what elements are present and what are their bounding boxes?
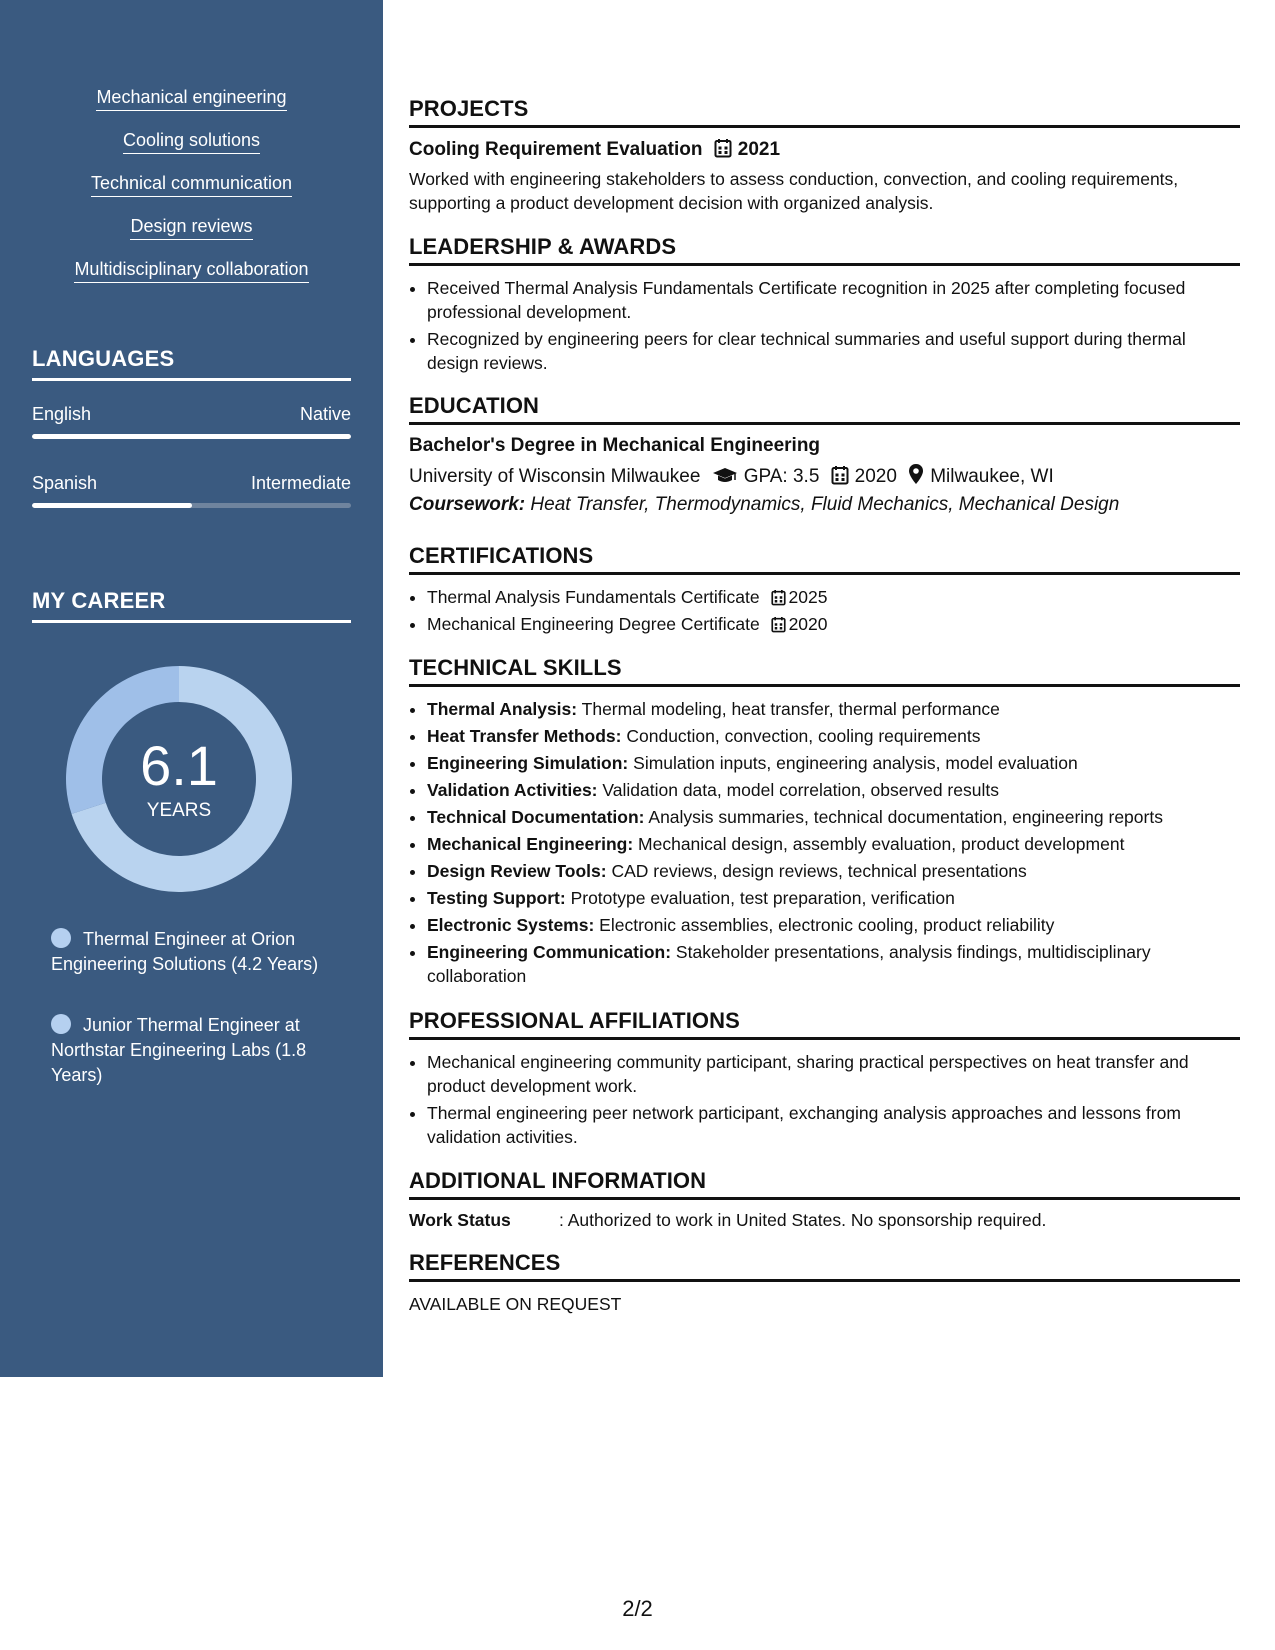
language-name: English (32, 404, 92, 424)
skill-label: Engineering Communication: (427, 942, 672, 962)
info-key: Work Status (409, 1210, 511, 1230)
graduation-year: 2020 (854, 466, 897, 487)
skill-list (0, 86, 383, 301)
project-year: 2021 (737, 139, 781, 160)
section-title: PROFESSIONAL AFFILIATIONS (409, 1008, 1240, 1040)
section-title: EDUCATION (409, 393, 1240, 425)
career-entry-text: Thermal Engineer at Orion Engineering Solutions (4.2 Years) (51, 929, 319, 974)
list-item (427, 724, 1240, 748)
gpa: GPA: 3.5 (743, 466, 820, 487)
education-section (409, 393, 1240, 516)
list-item (427, 886, 1240, 910)
list-item: • Thermal engineering peer network participant, exchanging analysis approaches and lessons from validation activities. (427, 1101, 1240, 1149)
list-item (427, 697, 1240, 721)
skill-tag[interactable]: Design reviews (130, 215, 252, 240)
language-name: Spanish (32, 473, 98, 493)
calendar-icon (831, 465, 849, 485)
list-item (427, 832, 1240, 856)
list-item (427, 778, 1240, 802)
career-dot-icon (51, 928, 71, 948)
skill-text: Electronic assemblies, electronic cooling, product reliability (599, 915, 1055, 935)
list-item (427, 805, 1240, 829)
references-section (409, 1250, 1240, 1316)
coursework (409, 494, 1240, 516)
coursework-list: Heat Transfer, Thermodynamics, Fluid Mechanics, Mechanical Design (530, 494, 1120, 515)
skill-text: Analysis summaries, technical documentation, engineering reports (648, 807, 1163, 827)
skill-tag[interactable]: Multidisciplinary collaboration (74, 258, 308, 283)
section-title: CERTIFICATIONS (409, 543, 1240, 575)
skill-label: Electronic Systems: (427, 915, 595, 935)
affiliations-section (409, 1008, 1240, 1152)
skill-label: Thermal Analysis: (427, 699, 578, 719)
project-title (409, 138, 1240, 161)
skill-label: Mechanical Engineering: (427, 834, 634, 854)
sidebar (0, 0, 383, 1377)
language-bar-fill (32, 434, 351, 439)
skill-label: Heat Transfer Methods: (427, 726, 622, 746)
list-item (427, 612, 1240, 636)
language-bar (32, 503, 351, 508)
section-title: REFERENCES (409, 1250, 1240, 1282)
skill-label: Technical Documentation: (427, 807, 645, 827)
section-title: ADDITIONAL INFORMATION (409, 1168, 1240, 1200)
degree: Bachelor's Degree in Mechanical Engineering (409, 435, 821, 456)
section-title: PROJECTS (409, 96, 1240, 128)
section-title: TECHNICAL SKILLS (409, 655, 1240, 687)
page-number: 2/2 (622, 1596, 653, 1621)
skill-text: Thermal modeling, heat transfer, thermal performance (581, 699, 1000, 719)
language-row (32, 473, 351, 494)
list-item (427, 751, 1240, 775)
coursework-label: Coursework: (409, 494, 526, 515)
skill-label: Validation Activities: (427, 780, 598, 800)
skill-label: Engineering Simulation: (427, 753, 629, 773)
calendar-icon (771, 616, 786, 633)
graduation-cap-icon (712, 467, 738, 485)
project-name: Cooling Requirement Evaluation (409, 139, 703, 160)
skill-text: Mechanical design, assembly evaluation, product development (638, 834, 1125, 854)
list-item (427, 585, 1240, 609)
info-value: : Authorized to work in United States. No sponsorship required. (559, 1210, 1047, 1230)
leadership-section (409, 234, 1240, 378)
skill-text: Prototype evaluation, test preparation, verification (570, 888, 955, 908)
section-title: LEADERSHIP & AWARDS (409, 234, 1240, 266)
education-details (409, 463, 1240, 488)
projects-section (409, 96, 1240, 215)
career-total: 6.1 (140, 734, 218, 797)
skill-tag[interactable]: Technical communication (91, 172, 292, 197)
skill-label: Testing Support: (427, 888, 566, 908)
language-level: Native (299, 404, 351, 424)
calendar-icon (771, 589, 786, 606)
list-item: • Recognized by engineering peers for clear technical summaries and useful support during thermal design reviews. (427, 327, 1240, 375)
certifications-list (409, 585, 1240, 636)
list-item (427, 940, 1240, 988)
language-bar (32, 434, 351, 439)
project-description: Worked with engineering stakeholders to assess conduction, convection, and cooling requirements, supporting a product development decision with organized analysis. (409, 169, 1179, 213)
info-row (409, 1210, 1240, 1231)
location: Milwaukee, WI (930, 466, 1054, 487)
skill-text: CAD reviews, design reviews, technical presentations (611, 861, 1027, 881)
references-text: AVAILABLE ON REQUEST (409, 1294, 622, 1314)
career-heading: MY CAREER (32, 588, 351, 623)
skill-tag[interactable]: Cooling solutions (123, 129, 260, 154)
list-item: • Received Thermal Analysis Fundamentals Certificate recognition in 2025 after completing focused professional development. (427, 276, 1240, 324)
leadership-list (409, 276, 1240, 375)
list-item: • Mechanical engineering community participant, sharing practical perspectives on heat transfer and product development work. (427, 1050, 1240, 1098)
location-pin-icon (908, 463, 924, 485)
career-entry (51, 927, 321, 977)
skill-text: Simulation inputs, engineering analysis, model evaluation (633, 753, 1078, 773)
career-dot-icon (51, 1014, 71, 1034)
certification-name: Thermal Analysis Fundamentals Certificate (427, 587, 760, 607)
career-entry (51, 1013, 321, 1088)
skill-label: Design Review Tools: (427, 861, 607, 881)
certification-name: Mechanical Engineering Degree Certificate (427, 614, 760, 634)
language-level: Intermediate (250, 473, 351, 493)
skill-text: Stakeholder presentations, analysis findings, multidisciplinary collaboration (427, 942, 1151, 986)
skill-tag[interactable]: Mechanical engineering (96, 86, 286, 111)
technical-skills-list (409, 697, 1240, 988)
school-name: University of Wisconsin Milwaukee (409, 466, 701, 487)
list-item (427, 859, 1240, 883)
affiliations-list (409, 1050, 1240, 1149)
skill-text: Conduction, convection, cooling requirements (626, 726, 981, 746)
skill-text: Validation data, model correlation, observed results (602, 780, 999, 800)
career-entry-text: Junior Thermal Engineer at Northstar Engineering Labs (1.8 Years) (51, 1015, 307, 1085)
languages-heading: LANGUAGES (32, 346, 351, 381)
certification-year: 2020 (788, 614, 828, 634)
certifications-section (409, 543, 1240, 639)
career-unit: YEARS (146, 800, 212, 821)
list-item (427, 913, 1240, 937)
certification-year: 2025 (788, 587, 828, 607)
language-bar-fill (32, 503, 192, 508)
language-row (32, 404, 351, 425)
technical-skills-section (409, 655, 1240, 991)
additional-info-section (409, 1168, 1240, 1231)
calendar-icon (714, 138, 732, 158)
